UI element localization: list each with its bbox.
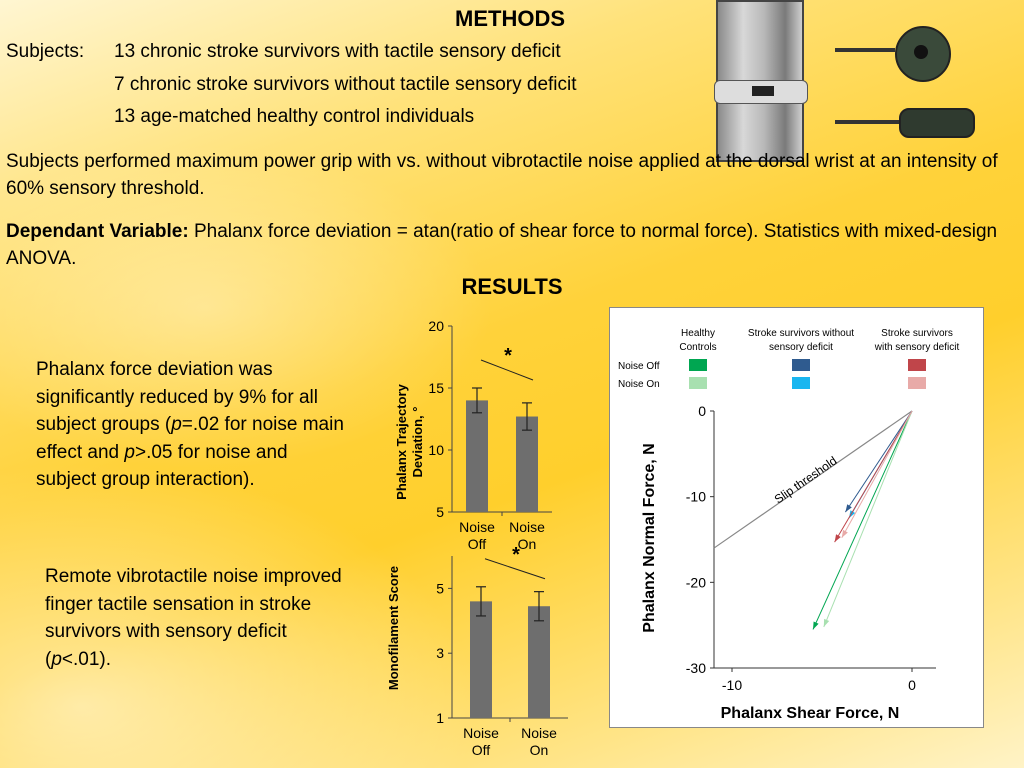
y-axis-label: Phalanx Normal Force, N [641, 443, 658, 633]
subject-line: 7 chronic stroke survivors without tactile sensory deficit [114, 74, 577, 95]
x-tick-label: Off [467, 536, 487, 552]
legend-column-header: Stroke survivors without [747, 328, 855, 339]
legend-swatch [689, 377, 707, 389]
finding-1 [36, 356, 352, 494]
bar [528, 606, 550, 718]
subjects-list [114, 39, 714, 130]
x-tick-label: On [529, 742, 549, 758]
y-tick-label: 1 [436, 710, 444, 726]
legend-swatch [908, 377, 926, 389]
finding-2-text: <.01). [61, 648, 112, 670]
bar-chart-2 [436, 544, 568, 758]
x-tick-label: Noise [463, 725, 499, 741]
force-vector [824, 411, 912, 627]
svg-text:Monofilament Score: Monofilament Score [386, 565, 401, 691]
y-axis-label [386, 566, 401, 690]
y-tick-label: 15 [428, 380, 444, 396]
legend-column-header: Healthy [681, 328, 715, 339]
bar-chart-1 [428, 318, 552, 552]
force-vector-panel [609, 307, 984, 728]
svg-text:Deviation, °: Deviation, ° [410, 406, 425, 478]
y-tick-label: -10 [685, 488, 706, 505]
subject-line: 13 age-matched healthy control individuals [114, 106, 475, 127]
bar [470, 601, 492, 718]
arrow-head [835, 534, 841, 542]
p-symbol: p [171, 414, 182, 435]
subject-line: 13 chronic stroke survivors with tactile sensory deficit [114, 41, 561, 62]
force-vector [813, 411, 912, 629]
legend-swatch [792, 359, 810, 371]
legend-swatch [908, 359, 926, 371]
legend-swatch [792, 377, 810, 389]
finding-1-text: >.05 for noise and subject group interaction). [36, 441, 288, 490]
legend-row-label: Noise Off [618, 361, 660, 372]
arrow-head [824, 619, 829, 627]
y-tick-label: 0 [698, 403, 706, 419]
x-tick-label: Noise [521, 725, 557, 741]
legend-column-header: with sensory deficit [874, 342, 960, 353]
svg-text:Phalanx Trajectory: Phalanx Trajectory [394, 384, 409, 500]
x-axis-label: Phalanx Shear Force, N [720, 705, 900, 722]
finding-2 [45, 563, 345, 673]
force-sensor-photo-side [835, 100, 975, 140]
x-tick-label: Noise [509, 519, 545, 535]
p-symbol: p [51, 648, 62, 670]
force-sensor-photo-top [835, 22, 955, 82]
force-vector-chart [610, 308, 983, 727]
legend-column-header: sensory deficit [769, 342, 833, 353]
legend-swatch [689, 359, 707, 371]
x-tick-label: Off [471, 742, 491, 758]
grip-device-photo [716, 0, 804, 162]
y-tick-label: 20 [428, 318, 444, 334]
significance-star: * [512, 543, 520, 566]
results-title: RESULTS [461, 274, 563, 299]
trajectory-deviation-chart [360, 312, 570, 564]
slip-threshold-label: Slip threshold [771, 453, 840, 507]
legend-row-label: Noise On [618, 379, 660, 390]
x-tick-label: Noise [459, 519, 495, 535]
dv-label: Dependant Variable: [6, 221, 189, 242]
y-axis-label [394, 383, 425, 499]
dv-text: Phalanx force deviation = atan(ratio of shear force to normal force). Statistics with mixed-design ANOVA. [6, 221, 998, 269]
x-tick-label: -10 [721, 677, 743, 693]
sensor-strap-icon [752, 86, 774, 96]
y-tick-label: -30 [685, 660, 706, 676]
monofilament-chart [370, 540, 580, 768]
dependent-variable [6, 218, 1020, 272]
finding-1-text: =.02 for noise main effect and [36, 414, 344, 463]
y-tick-label: -20 [685, 574, 706, 591]
p-symbol: p [124, 441, 135, 463]
legend-column-header: Controls [679, 342, 717, 353]
legend-column-header: Stroke survivors [881, 328, 953, 339]
finding-2-text: Remote vibrotactile noise improved finger tactile sensation in stroke survivors with sensory deficit ( [45, 566, 342, 670]
x-tick-label: 0 [908, 677, 916, 693]
y-tick-label: 5 [436, 580, 444, 597]
force-vector [842, 411, 912, 538]
finding-1-text: Phalanx force deviation was significantly reduced by 9% for all subject groups ( [36, 359, 318, 435]
force-vector [845, 411, 912, 512]
y-tick-label: 3 [436, 645, 444, 662]
procedure-text: Subjects performed maximum power grip with vs. without vibrotactile noise applied at the dorsal wrist at an intensity of 60% sensory threshold. [6, 151, 998, 199]
force-vector [835, 411, 912, 542]
y-tick-label: 10 [428, 442, 444, 458]
x-tick-label: On [517, 536, 537, 552]
y-tick-label: 5 [436, 504, 444, 520]
bar [516, 417, 538, 512]
arrow-head [813, 621, 819, 629]
subjects-label: Subjects: [6, 41, 85, 62]
arrow-head [842, 530, 848, 538]
bar [466, 400, 488, 512]
methods-title: METHODS [455, 6, 565, 31]
force-vector-plot [618, 328, 959, 722]
significance-star: * [504, 345, 512, 367]
